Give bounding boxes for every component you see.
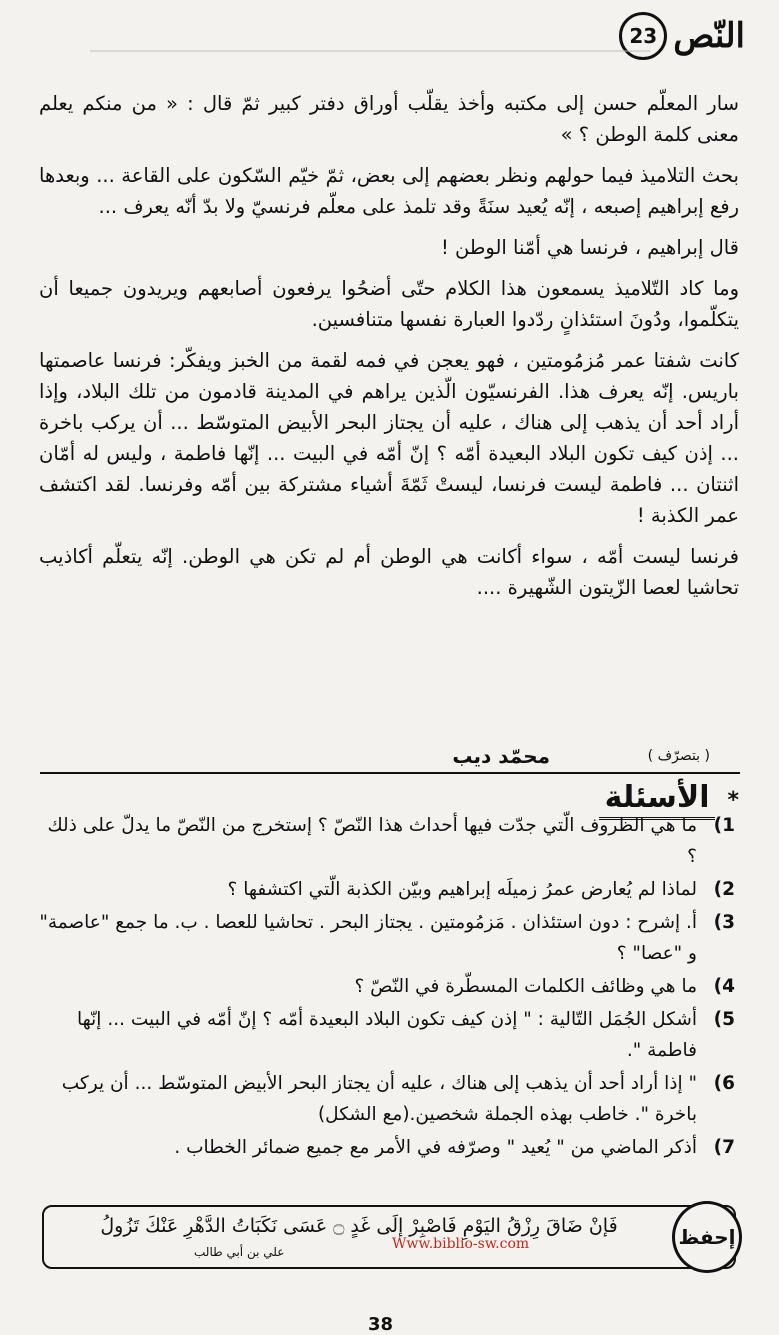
- story-text: [39, 88, 739, 613]
- question-text: ما هي وظائف الكلمات المسطّرة في النّصّ ؟: [354, 976, 697, 997]
- poetry-verse: فَإنْ ضَاقَ رِزْقُ اليَوْمِ فَاصْبِرْ إلَى غَدٍ ۝ عَسَى نَكَبَاتُ الدَّهْرِ عَنْكَ تَزُولُ: [100, 1215, 618, 1237]
- question-text: أشكل الجُمَل التّالية : " إذن كيف تكون البلاد البعيدة أمّه ؟ إنّ أمّه في البيت ... إنّها فاطمة ".: [76, 1009, 697, 1061]
- star-icon: *: [727, 787, 739, 813]
- question-item: [35, 971, 735, 1002]
- story-paragraph: كانت شفتا عمر مُزمُومتين ، فهو يعجن في فمه لقمة من الخبز ويفكّر: فرنسا عاصمتها باريس. إنّه يعرف هذا. الفرنسيّون الّذين يراهم في المدينة قادمون من تلك البلاد، وإذا أراد أحد أن يذهب إلى هناك ، عليه أن يجتاز البحر الأبيض المتوسّط ... أن يركب باخرة ... إذن كيف تكون البلاد البعيدة أمّه ؟ إنّ أمّه في البيت ... إنّها فاطمة ، وليس له أمّان اثنتان ... فاطمة ليست فرنسا، ليستْ ثَمّةَ أشياء مشتركة بين أمّه وفرنسا. لقد اكتشف عمر الكذبة !: [39, 349, 739, 527]
- question-number: 7): [713, 1137, 735, 1158]
- question-item: [35, 874, 735, 905]
- question-item: [35, 1068, 735, 1130]
- page-number: 38: [368, 1314, 394, 1335]
- memorize-badge: إحفظ: [672, 1201, 742, 1273]
- question-number: 3): [713, 912, 735, 933]
- lesson-number-badge: 23: [619, 12, 667, 60]
- header-divider: [90, 50, 650, 52]
- question-text: أ. إشرح : دون استئذان . مَزمُومتين . يجتاز البحر . تحاشيا للعصا . ب. ما جمع "عاصمة" و "عصا" ؟: [39, 912, 697, 964]
- poet-name: علي بن أبي طالب: [194, 1245, 285, 1259]
- question-text: أذكر الماضي من " يُعيد " وصرّفه في الأمر مع جميع ضمائر الخطاب .: [174, 1137, 697, 1158]
- story-paragraph: قال إبراهيم ، فرنسا هي أمّنا الوطن !: [441, 236, 739, 259]
- story-paragraph: بحث التلاميذ فيما حولهم ونظر بعضهم إلى بعض، ثمّ خيّم السّكون على القاعة ... وبعدها رفع إبراهيم إصبعه ، إنّه يُعيد سنَةً وقد تلمذ على معلّم فرنسيّ ولا بدّ أنّه يعرف ...: [39, 164, 739, 218]
- question-number: 2): [713, 879, 735, 900]
- section-title: النّص: [673, 16, 745, 56]
- question-number: 5): [713, 1009, 735, 1030]
- author-name: محمّد ديب: [452, 744, 550, 768]
- memorize-box: [42, 1205, 736, 1269]
- question-item: [35, 810, 735, 872]
- story-paragraph: وما كاد التّلاميذ يسمعون هذا الكلام حتّى أضحُوا يرفعون أصابعهم ويريدون جميعا أن يتكلّموا، ودُونَ استئذانٍ ردّدوا العبارة نفسها متنافسين.: [39, 277, 739, 331]
- adaptation-note: ( بتصرّف ): [647, 748, 710, 764]
- page-header: [619, 6, 745, 66]
- question-number: 6): [713, 1073, 735, 1094]
- watermark-url: Www.biblio-sw.com: [392, 1236, 530, 1252]
- question-item: [35, 1132, 735, 1163]
- question-item: [35, 1004, 735, 1066]
- question-number: 1): [713, 815, 735, 836]
- author-line: [40, 742, 740, 774]
- questions-title: الأسئلة: [599, 780, 716, 820]
- story-paragraph: سار المعلّم حسن إلى مكتبه وأخذ يقلّب أوراق دفتر كبير ثمّ قال : « من منكم يعلم معنى كلمة الوطن ؟ »: [39, 92, 739, 146]
- question-text: لماذا لم يُعارض عمرُ زميلَه إبراهيم وبيّن الكذبة الّتي اكتشفها ؟: [227, 879, 697, 900]
- question-item: [35, 907, 735, 969]
- story-paragraph: فرنسا ليست أمّه ، سواء أكانت هي الوطن أم لم تكن هي الوطن. إنّه يتعلّم أكاذيب تحاشيا لعصا الزّيتون الشّهيرة ....: [39, 545, 739, 599]
- questions-list: [35, 810, 735, 1165]
- question-text: ما هي الظروف الّتي جدّت فيها أحداث هذا النّصّ ؟ إستخرج من النّصّ ما يدلّ على ذلك ؟: [47, 815, 697, 867]
- question-text: " إذا أراد أحد أن يذهب إلى هناك ، عليه أن يجتاز البحر الأبيض المتوسّط ... أن يركب باخرة ". خاطب بهذه الجملة شخصين.(مع الشكل): [61, 1073, 697, 1125]
- question-number: 4): [713, 976, 735, 997]
